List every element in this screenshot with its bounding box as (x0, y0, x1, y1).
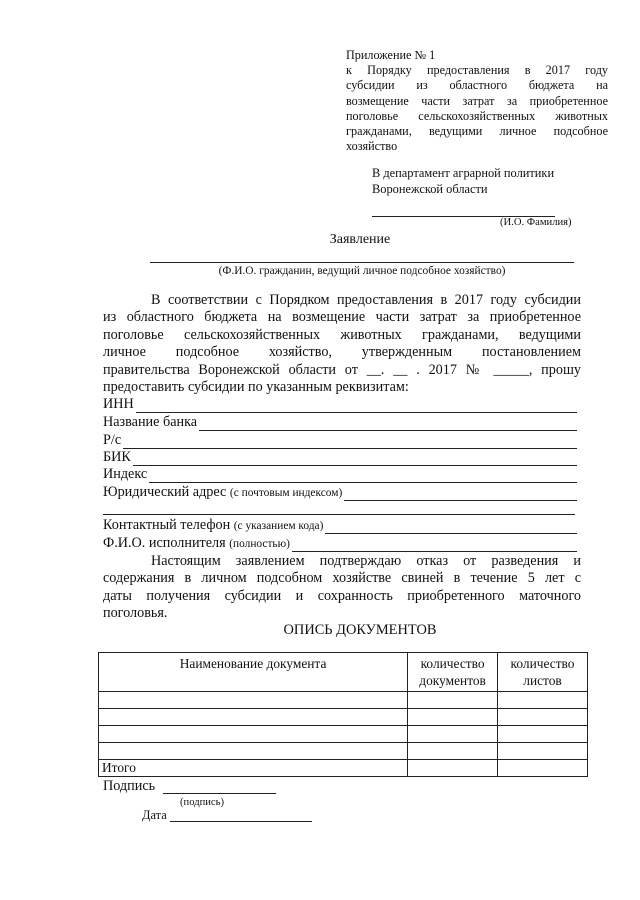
col-sheets-line1: количество (510, 656, 575, 671)
executor-input-line[interactable] (292, 539, 577, 552)
phone-note: (с указанием кода) (233, 520, 324, 532)
phone-input-line[interactable] (325, 521, 577, 534)
application-body (103, 292, 581, 396)
legal-address-label (103, 484, 342, 501)
table-cell[interactable] (498, 726, 588, 743)
col-sheet-count (498, 653, 588, 692)
body-line: правительства Воронежской области от __. __ . 2017 № _____, прошу (103, 361, 581, 378)
date-label: Дата (142, 808, 167, 822)
body-line: предоставить субсидии по указанным реквизитам: (103, 379, 409, 396)
statement-line: поголовья. (103, 605, 168, 622)
bik-label: БИК (103, 449, 131, 465)
statement-block (103, 553, 581, 623)
total-label: Итого (99, 760, 408, 777)
appendix-line: субсидии из областного бюджета на (346, 78, 608, 93)
index-field (103, 466, 577, 483)
bank-label: Название банка (103, 414, 198, 430)
table-cell[interactable] (408, 726, 498, 743)
legal-address-extra-line[interactable] (103, 514, 575, 515)
index-input-line[interactable] (149, 470, 577, 483)
body-line: личное подсобное хозяйство, утвержденным постановлением (103, 344, 581, 361)
table-row (99, 709, 588, 726)
inn-label: ИНН (103, 396, 134, 412)
table-cell[interactable] (498, 692, 588, 709)
table-cell[interactable] (99, 709, 408, 726)
appendix-line: к Порядку предоставления в 2017 году (346, 63, 608, 78)
legal-address-note: (с почтовым индексом) (229, 487, 343, 499)
table-row (99, 726, 588, 743)
table-row (99, 743, 588, 760)
executor-note: (полностью) (229, 538, 290, 550)
body-line: В соответствии с Порядком предоставления в 2017 году субсидии (151, 292, 581, 308)
appendix-line: поголовье сельскохозяйственных животных (346, 108, 608, 123)
phone-label (103, 517, 323, 534)
bank-field (103, 414, 577, 431)
bik-input-line[interactable] (133, 453, 577, 466)
addressee-line: В департамент аграрной политики (372, 166, 555, 180)
col-document-count (408, 653, 498, 692)
bik-field (103, 449, 577, 466)
col-document-name: Наименование документа (99, 653, 408, 692)
statement-line: даты получения субсидии и сохранность приобретенного маточного (103, 587, 581, 604)
index-label: Индекс (103, 466, 148, 482)
account-label: Р/с (103, 432, 122, 448)
documents-heading: ОПИСЬ ДОКУМЕНТОВ (283, 622, 437, 638)
col-sheets-line2: листов (523, 673, 562, 688)
signature-line[interactable] (163, 793, 276, 794)
table-cell[interactable] (408, 760, 498, 777)
legal-address-field (103, 484, 577, 501)
signature-hint: (подпись) (180, 797, 224, 808)
appendix-block (346, 48, 608, 154)
table-cell[interactable] (408, 709, 498, 726)
table-cell[interactable] (408, 743, 498, 760)
signature-label: Подпись (103, 778, 156, 794)
applicant-name-hint: (Ф.И.О. гражданин, ведущий личное подсобное хозяйство) (218, 265, 506, 277)
addressee-block (372, 165, 612, 197)
executor-text: Ф.И.О. исполнителя (103, 535, 226, 551)
table-row (99, 692, 588, 709)
appendix-line: гражданами, ведущими личное подсобное (346, 124, 608, 139)
appendix-line: Приложение № 1 (346, 48, 436, 62)
page-title: Заявление (329, 232, 391, 247)
statement-line: содержания в личном подсобном хозяйстве свиней в течение 5 лет с (103, 570, 581, 587)
executor-label (103, 535, 290, 552)
table-cell[interactable] (99, 692, 408, 709)
appendix-line: возмещение части затрат за приобретенное (346, 93, 608, 108)
applicant-name-line[interactable] (150, 262, 574, 263)
legal-address-input-line[interactable] (344, 488, 577, 501)
table-cell[interactable] (498, 743, 588, 760)
table-cell[interactable] (408, 692, 498, 709)
phone-field (103, 517, 577, 534)
statement-line: Настоящим заявлением подтверждаю отказ от разведения и (151, 553, 581, 569)
account-input-line[interactable] (123, 436, 577, 449)
documents-table (98, 652, 588, 777)
body-line: из областного бюджета на возмещение части затрат за приобретенное (103, 309, 581, 326)
table-cell[interactable] (99, 726, 408, 743)
appendix-line: хозяйство (346, 139, 398, 154)
table-cell[interactable] (99, 743, 408, 760)
inn-input-line[interactable] (136, 400, 577, 413)
col-count-line2: документов (419, 673, 486, 688)
body-line: поголовье сельскохозяйственных животных гражданами, ведущими (103, 326, 581, 343)
col-count-line1: количество (420, 656, 485, 671)
account-field (103, 432, 577, 449)
legal-address-text: Юридический адрес (103, 484, 227, 500)
addressee-line: Воронежской области (372, 182, 488, 196)
phone-text: Контактный телефон (103, 517, 231, 533)
table-header-row (99, 653, 588, 692)
bank-input-line[interactable] (199, 418, 577, 431)
inn-field (103, 396, 577, 413)
date-line[interactable] (170, 821, 312, 822)
table-cell[interactable] (498, 760, 588, 777)
addressee-signature-hint: (И.О. Фамилия) (500, 217, 572, 228)
table-cell[interactable] (498, 709, 588, 726)
table-total-row (99, 760, 588, 777)
executor-field (103, 535, 577, 552)
